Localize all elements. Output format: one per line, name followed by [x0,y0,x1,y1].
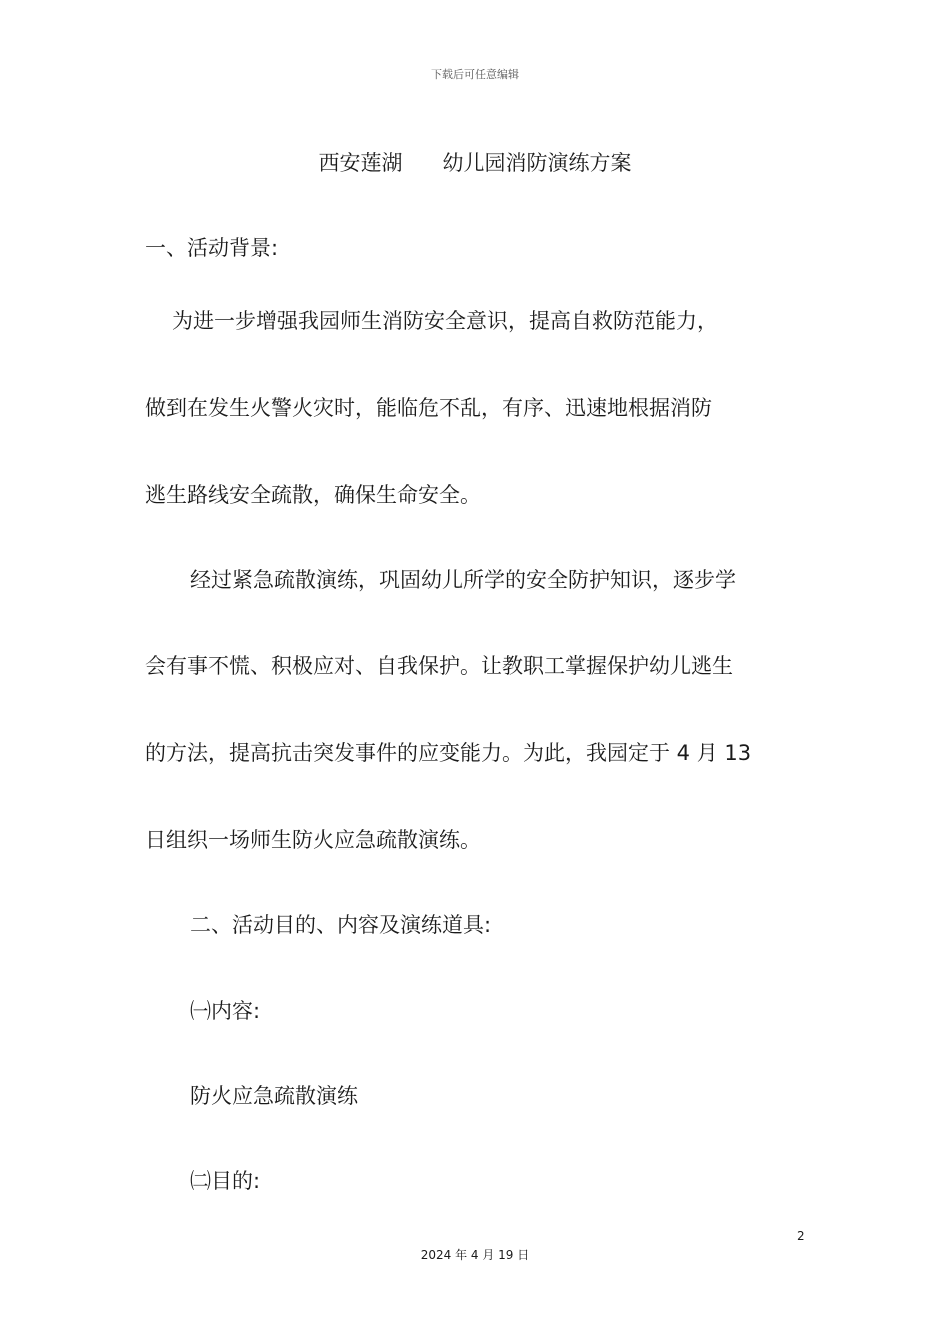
subheading-purpose: ㈡目的: [190,1169,261,1193]
paragraph-line: 经过紧急疏散演练，巩固幼儿所学的安全防护知识，逐步学 [190,568,736,592]
paragraph-line: 的方法，提高抗击突发事件的应变能力。为此，我园定于 4 月 13 [145,741,752,765]
section-heading-purpose: 二、活动目的、内容及演练道具: [190,913,492,937]
header-note: 下载后可任意编辑 [431,68,519,81]
paragraph-line: 会有事不慌、积极应对、自我保护。让教职工掌握保护幼儿逃生 [145,654,733,678]
document-title: 西安莲湖 幼儿园消防演练方案 [318,151,632,175]
footer-date: 2024 年 4 月 19 日 [420,1248,530,1262]
page-number: 2 [797,1229,805,1243]
paragraph-line: 逃生路线安全疏散，确保生命安全。 [145,483,481,507]
subheading-content: ㈠内容: [190,999,261,1023]
content-text: 防火应急疏散演练 [190,1084,358,1108]
paragraph-line: 做到在发生火警火灾时，能临危不乱，有序、迅速地根据消防 [145,396,712,420]
section-heading-background: 一、活动背景: [145,236,279,260]
paragraph-line: 日组织一场师生防火应急疏散演练。 [145,828,481,852]
paragraph-line: 为进一步增强我园师生消防安全意识，提高自救防范能力， [172,309,718,333]
